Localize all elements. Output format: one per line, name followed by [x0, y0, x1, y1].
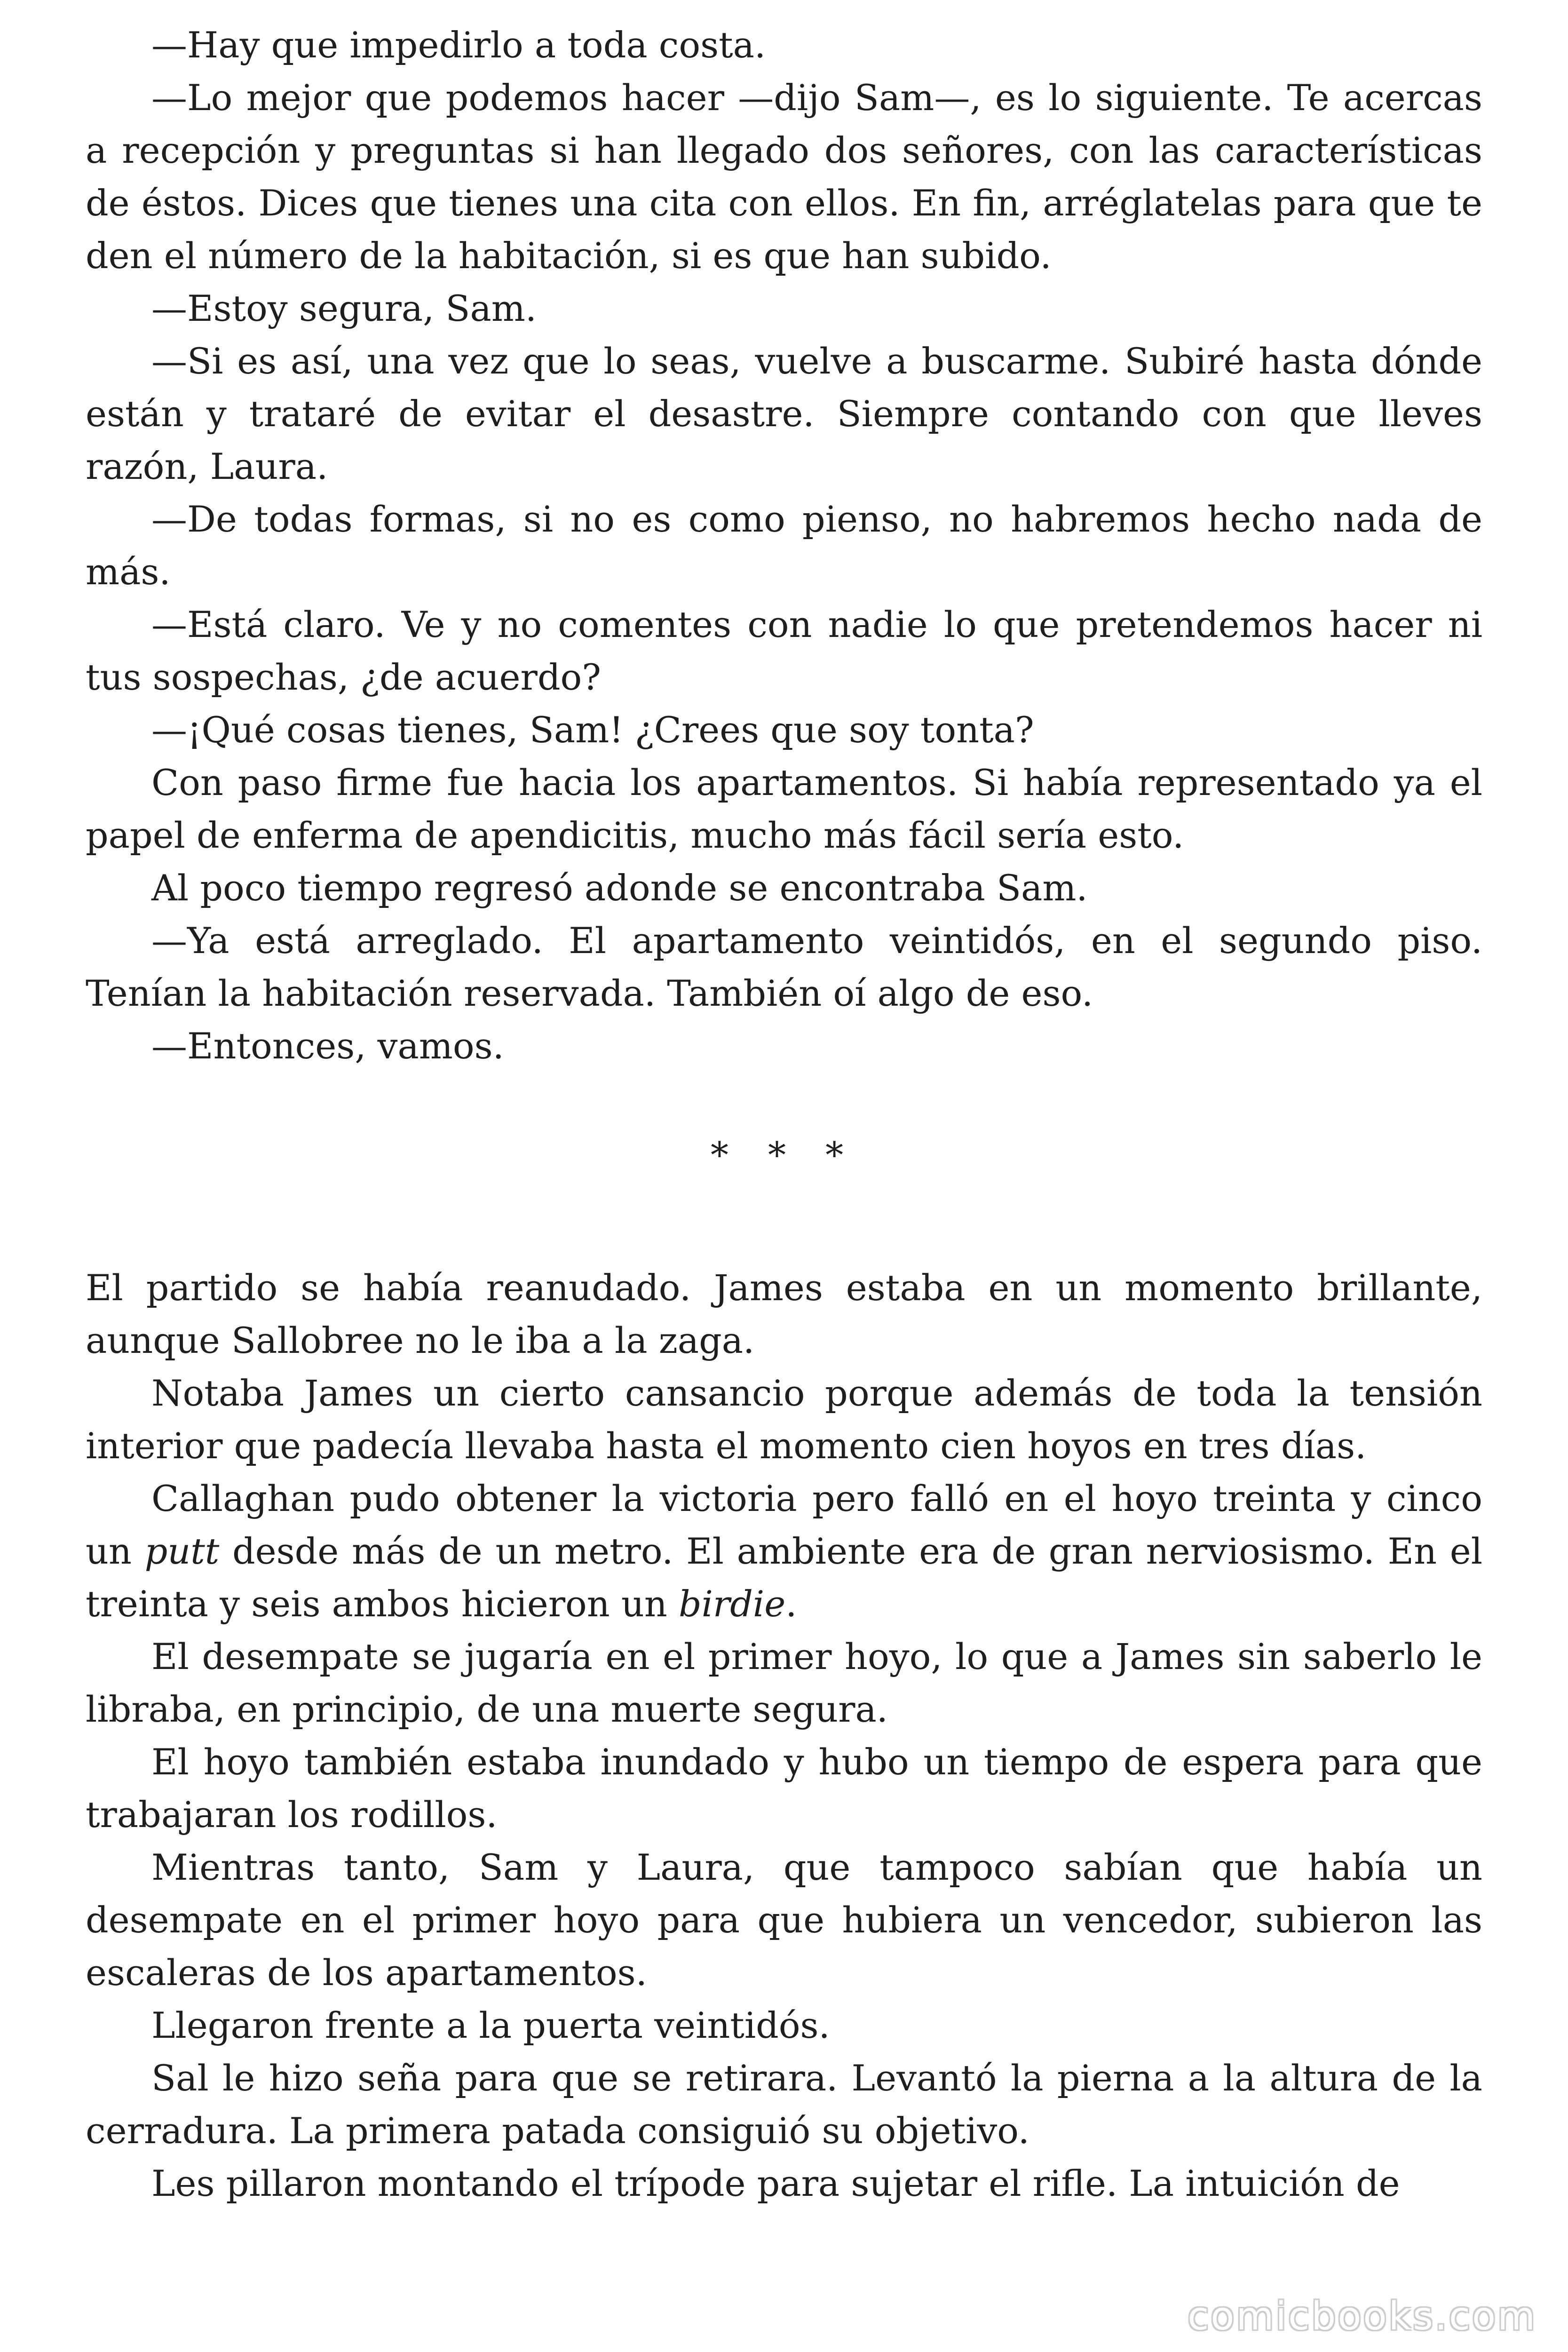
paragraph: —Lo mejor que podemos hacer —dijo Sam—, es lo siguiente. Te acercas a recepción y preguntas si han llegado dos señores, con las características de éstos. Dices que tienes una cita con ellos. En fin, arréglatelas para que te den el número de la habitación, si es que han subido. [86, 77, 1482, 277]
paragraph: —De todas formas, si no es como pienso, no habremos hecho nada de más. [86, 498, 1482, 593]
paragraph: —Ya está arreglado. El apartamento veintidós, en el segundo piso. Tenían la habitación reservada. También oí algo de eso. [86, 920, 1482, 1014]
paragraph [86, 1472, 1482, 1630]
paragraph: Al poco tiempo regresó adonde se encontraba Sam. [151, 867, 1088, 909]
paragraph: Con paso firme fue hacia los apartamentos. Si había representado ya el papel de enferma de apendicitis, mucho más fácil sería esto. [86, 762, 1482, 856]
italic-term: birdie [678, 1583, 786, 1625]
paragraph: —Estoy segura, Sam. [151, 287, 537, 329]
paragraph: El hoyo también estaba inundado y hubo un tiempo de espera para que trabajaran los rodillos. [86, 1741, 1482, 1836]
paragraph: —Entonces, vamos. [151, 1025, 504, 1067]
watermark-logo: comicbooks.com [1188, 2294, 1537, 2339]
text-run: Callaghan pudo obtener la victoria pero falló en el hoyo treinta y cinco un [86, 1478, 1482, 1572]
paragraph: Les pillaron montando el trípode para sujetar el rifle. La intuición de [151, 2162, 1400, 2204]
paragraph: —¡Qué cosas tienes, Sam! ¿Crees que soy tonta? [151, 709, 1034, 751]
italic-term: putt [144, 1530, 220, 1572]
paragraph: —Si es así, una vez que lo seas, vuelve a buscarme. Subiré hasta dónde están y trataré de evitar el desastre. Siempre contando con que lleves razón, Laura. [86, 340, 1482, 487]
paragraph: Mientras tanto, Sam y Laura, que tampoco sabían que había un desempate en el primer hoyo para que hubiera un vencedor, subieron las escaleras de los apartamentos. [86, 1846, 1482, 1994]
text-run: . [785, 1583, 797, 1625]
paragraph: —Está claro. Ve y no comentes con nadie lo que pretendemos hacer ni tus sospechas, ¿de acuerdo? [86, 604, 1482, 698]
paragraph: El partido se había reanudado. James estaba en un momento brillante, aunque Sallobree no le iba a la zaga. [86, 1267, 1482, 1361]
paragraph: Llegaron frente a la puerta veintidós. [151, 2004, 830, 2046]
paragraph: —Hay que impedirlo a toda costa. [151, 24, 766, 66]
paragraph: El desempate se jugaría en el primer hoyo, lo que a James sin saberlo le libraba, en principio, de una muerte segura. [86, 1636, 1482, 1730]
paragraph: Notaba James un cierto cansancio porque además de toda la tensión interior que padecía llevaba hasta el momento cien hoyos en tres días. [86, 1372, 1482, 1467]
section-separator: * * * [710, 1134, 858, 1176]
text-run: desde más de un metro. El ambiente era de gran nerviosismo. En el treinta y seis ambos hicieron un [86, 1530, 1482, 1625]
paragraph: Sal le hizo seña para que se retirara. Levantó la pierna a la altura de la cerradura. La primera patada consiguió su objetivo. [86, 2057, 1482, 2152]
book-page [86, 19, 1482, 2210]
